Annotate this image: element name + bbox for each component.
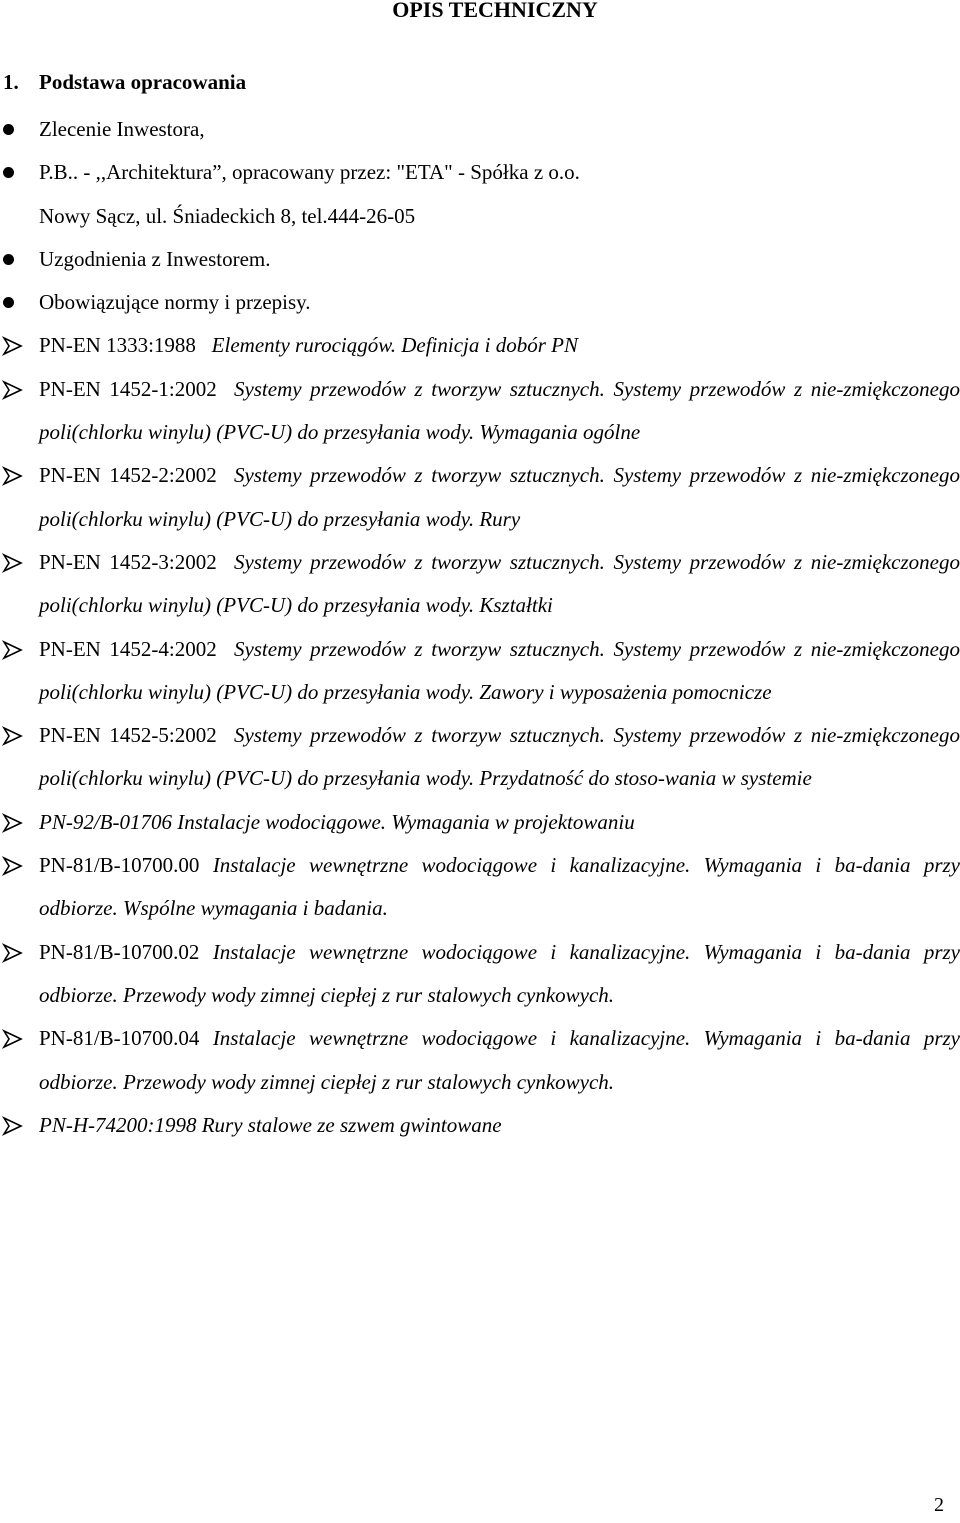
arrow-bullet-icon	[0, 541, 30, 584]
norm-title: Systemy przewodów z tworzyw sztucznych. Systemy przewodów z nie-zmiękczonego poli(chlorku winylu) (PVC-U) do przesyłania wody. Wymagania ogólne	[39, 376, 960, 445]
norm-item	[0, 931, 960, 1018]
norm-code: PN-81/B-10700.00	[39, 853, 200, 878]
list-item	[0, 151, 960, 194]
norm-title: Instalacje wewnętrzne wodociągowe i kanalizacyjne. Wymagania i ba-dania przy odbiorze. Przewody wody zimnej ciepłej z rur stalowych cynkowych.	[39, 1026, 960, 1094]
list-item	[0, 281, 960, 324]
bullet-icon	[0, 238, 30, 281]
arrow-bullet-icon	[0, 1104, 30, 1147]
arrow-bullet-icon	[0, 1017, 30, 1060]
arrow-bullet-icon	[0, 628, 30, 671]
arrow-bullet-icon	[0, 844, 30, 887]
norm-code: PN-92/B-01706	[39, 809, 172, 834]
norm-item	[0, 844, 960, 931]
norm-item	[0, 1104, 960, 1147]
list-item-text: Zlecenie Inwestora,	[39, 117, 205, 141]
arrow-bullet-icon	[0, 324, 30, 367]
arrow-bullet-icon	[0, 931, 30, 974]
norm-item	[0, 541, 960, 628]
norm-title: Rury stalowe ze szwem gwintowane	[201, 1112, 502, 1137]
norm-title: Instalacje wewnętrzne wodociągowe i kanalizacyjne. Wymagania i ba-dania przy odbiorze. Przewody wody zimnej ciepłej z rur stalowych cynkowych.	[39, 939, 960, 1007]
norm-item	[0, 454, 960, 541]
document-title: OPIS TECHNICZNY	[392, 0, 598, 22]
norm-code: PN-81/B-10700.04	[39, 1026, 200, 1051]
norm-title: Systemy przewodów z tworzyw sztucznych. Systemy przewodów z nie-zmiękczonego poli(chlorku winylu) (PVC-U) do przesyłania wody. Zawory i wyposażenia pomocnicze	[39, 636, 960, 704]
norm-item	[0, 714, 960, 801]
list-item	[0, 195, 960, 238]
norm-code: PN-H-74200:1998	[39, 1112, 197, 1137]
norm-code: PN-EN 1452-5:2002	[39, 723, 217, 748]
bullet-icon	[0, 281, 30, 324]
arrow-bullet-icon	[0, 714, 30, 757]
list-item	[0, 238, 960, 281]
arrow-bullet-icon	[0, 454, 30, 497]
list-item	[0, 108, 960, 151]
section-heading	[0, 64, 246, 100]
norm-code: PN-81/B-10700.02	[39, 939, 200, 964]
norm-code: PN-EN 1452-1:2002	[39, 376, 217, 401]
list-item-text: Nowy Sącz, ul. Śniadeckich 8, tel.444-26-05	[39, 203, 416, 228]
norm-code: PN-EN 1333:1988	[39, 333, 196, 358]
norm-item	[0, 324, 960, 367]
norm-title: Systemy przewodów z tworzyw sztucznych. Systemy przewodów z nie-zmiękczonego poli(chlorku winylu) (PVC-U) do przesyłania wody. Przydatność do stoso-wania w systemie	[39, 723, 960, 791]
norm-title: Elementy rurociągów. Definicja i dobór PN	[211, 333, 578, 358]
norm-item	[0, 368, 960, 455]
norm-item	[0, 1017, 960, 1104]
basis-list	[0, 108, 960, 1147]
bullet-icon	[0, 108, 30, 151]
section-title: Podstawa opracowania	[39, 70, 247, 94]
page-number: 2	[934, 1494, 944, 1516]
section-number: 1.	[3, 70, 19, 94]
norm-code: PN-EN 1452-2:2002	[39, 463, 217, 488]
bullet-icon	[0, 151, 30, 194]
norm-title: Instalacje wodociągowe. Wymagania w projektowaniu	[177, 809, 635, 834]
norm-title: Systemy przewodów z tworzyw sztucznych. Systemy przewodów z nie-zmiękczonego poli(chlorku winylu) (PVC-U) do przesyłania wody. Rury	[39, 463, 960, 531]
norm-code: PN-EN 1452-3:2002	[39, 549, 217, 574]
arrow-bullet-icon	[0, 801, 30, 844]
list-item-text: Obowiązujące normy i przepisy.	[39, 290, 311, 315]
arrow-bullet-icon	[0, 368, 30, 411]
list-item-text: P.B.. - ,,Architektura”, opracowany przez: "ETA" - Spółka z o.o.	[39, 160, 580, 185]
norm-code: PN-EN 1452-4:2002	[39, 636, 217, 661]
norm-title: Systemy przewodów z tworzyw sztucznych. Systemy przewodów z nie-zmiękczonego poli(chlorku winylu) (PVC-U) do przesyłania wody. Kształtki	[39, 549, 960, 618]
norm-item	[0, 628, 960, 715]
norm-item	[0, 801, 960, 844]
norm-title: Instalacje wewnętrzne wodociągowe i kanalizacyjne. Wymagania i ba-dania przy odbiorze. Wspólne wymagania i badania.	[39, 853, 960, 921]
list-item-text: Uzgodnienia z Inwestorem.	[39, 246, 271, 271]
